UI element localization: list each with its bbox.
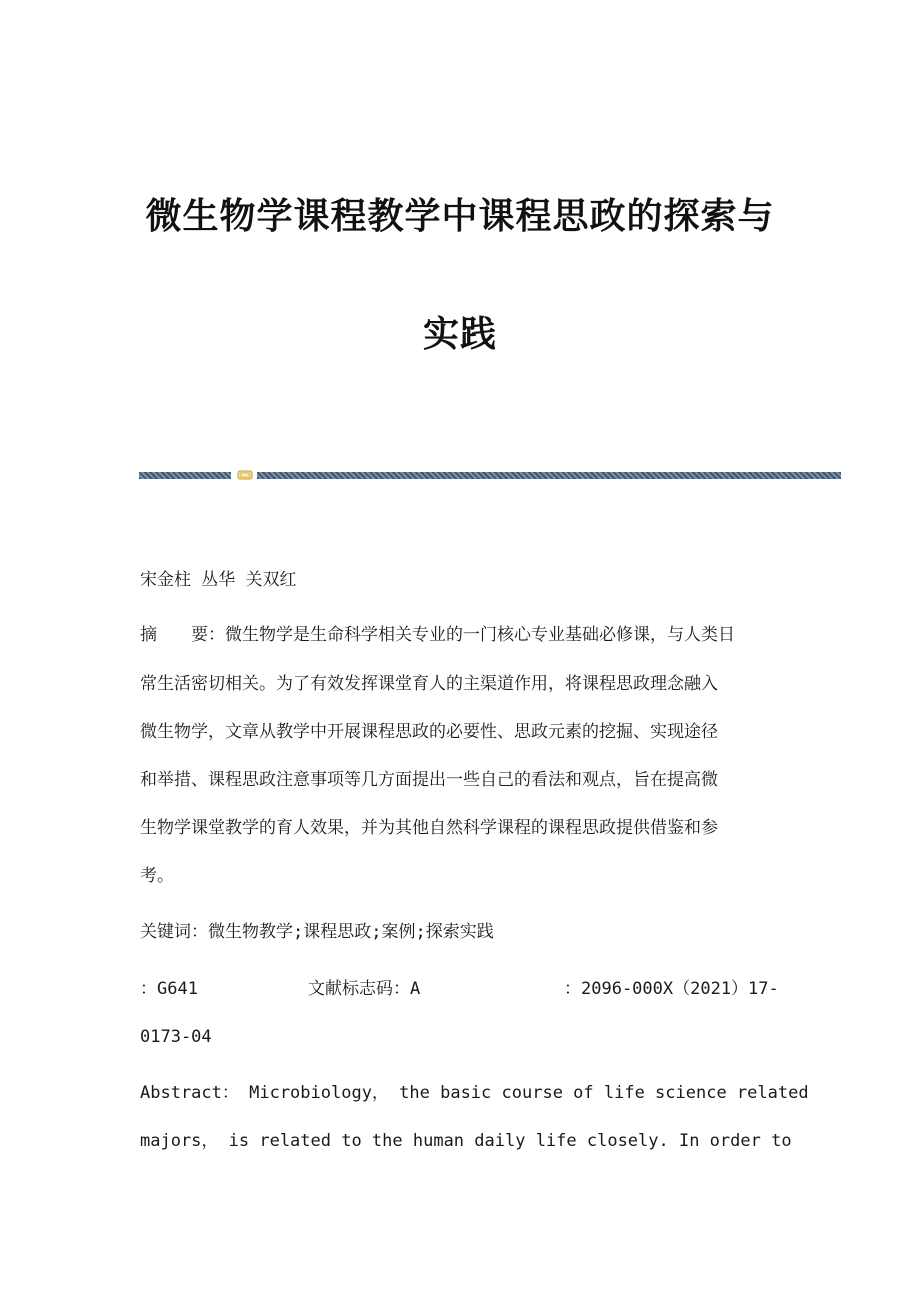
abstract-cn-line: 生物学课堂教学的育人效果，并为其他自然科学课程的课程思政提供借鉴和参 <box>140 818 718 838</box>
document-code: 文献标志码：A <box>308 979 421 999</box>
abstract-cn-line: 微生物学，文章从教学中开展课程思政的必要性、思政元素的挖掘、实现途径 <box>140 722 718 742</box>
article-id-continued: 0173-04 <box>140 1027 212 1047</box>
clc-number: ：G641 <box>140 979 198 999</box>
authors: 宋金柱 丛华 关双红 <box>140 570 297 590</box>
abstract-cn-line: 常生活密切相关。为了有效发挥课堂育人的主渠道作用，将课程思政理念融入 <box>140 674 718 694</box>
abstract-cn-line: 摘 要：微生物学是生命科学相关专业的一门核心专业基础必修课，与人类日 <box>140 625 735 645</box>
keywords: 关键词：微生物教学;课程思政;案例;探索实践 <box>140 922 494 942</box>
abstract-en-line: majors， is related to the human daily life closely. In order to <box>140 1131 792 1151</box>
abstract-cn-line: 考。 <box>140 866 174 886</box>
divider-bar-left <box>139 472 231 479</box>
title-divider <box>139 468 841 482</box>
title-line-2: 实践 <box>422 313 497 355</box>
abstract-en-line: Abstract： Microbiology， the basic course of life science related <box>140 1083 809 1103</box>
divider-ornament-icon <box>235 468 255 482</box>
article-id: ：2096-000X（2021）17- <box>564 979 779 999</box>
title-line-1: 微生物学课程教学中课程思政的探索与 <box>145 195 775 237</box>
divider-bar-right <box>257 472 841 479</box>
classification-row <box>140 977 780 1001</box>
abstract-cn-line: 和举措、课程思政注意事项等几方面提出一些自己的看法和观点，旨在提高微 <box>140 770 718 790</box>
